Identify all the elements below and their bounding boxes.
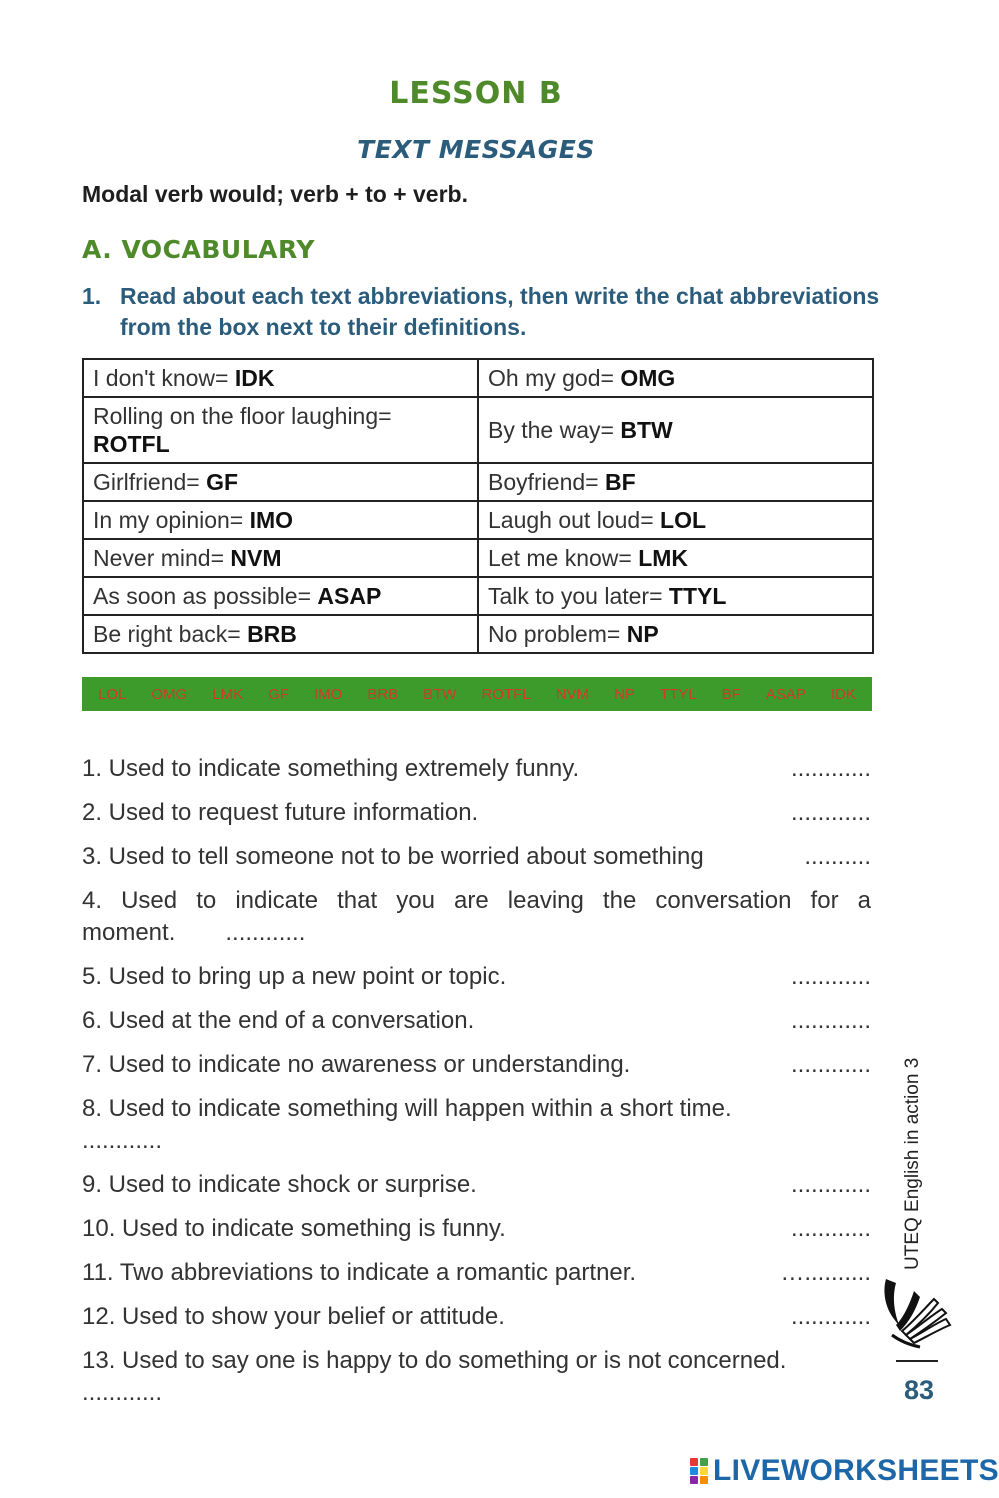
page-number-divider: [896, 1360, 938, 1362]
vocab-cell: [83, 539, 478, 577]
vocab-row: [83, 463, 873, 501]
answer-blank[interactable]: …..........: [780, 1259, 871, 1286]
liveworksheets-brand: LIVEWORKSHEETS: [713, 1454, 999, 1487]
vocab-cell: [478, 539, 873, 577]
vocab-row: [83, 501, 873, 539]
question-item: [82, 797, 871, 829]
answer-blank[interactable]: ............: [790, 755, 871, 782]
vocabulary-table: [82, 358, 874, 654]
question-item: [82, 1257, 871, 1289]
vocab-definition: Be right back=: [93, 621, 248, 647]
vocab-row: [83, 615, 873, 653]
question-text: 5. Used to bring up a new point or topic.: [82, 963, 507, 990]
vocab-cell: [83, 397, 478, 463]
liveworksheets-icon: [690, 1458, 710, 1484]
vocab-row: [83, 397, 873, 463]
question-text: 10. Used to indicate something is funny.: [82, 1215, 506, 1242]
lesson-title: LESSON B: [389, 76, 563, 111]
vocab-definition: As soon as possible=: [93, 583, 318, 609]
vocab-row: [83, 577, 873, 615]
vocab-row: [83, 359, 873, 397]
vocab-cell: [478, 359, 873, 397]
question-item: [82, 1005, 871, 1037]
vocab-cell: [478, 463, 873, 501]
vocab-abbreviation: IMO: [249, 507, 294, 533]
vocab-definition: No problem=: [488, 621, 627, 647]
question-item: [82, 1049, 871, 1081]
word-box: [82, 677, 872, 711]
question-item: [82, 1213, 871, 1245]
answer-blank[interactable]: ............: [790, 1215, 871, 1242]
vocab-abbreviation: NVM: [230, 545, 282, 571]
word-box-item: LOL: [98, 685, 127, 703]
vocab-row: [83, 539, 873, 577]
question-item: [82, 753, 871, 785]
word-box-item: ASAP: [765, 685, 806, 703]
vocab-cell: [83, 463, 478, 501]
question-text: 2. Used to request future information.: [82, 799, 479, 826]
answer-blank[interactable]: ............: [790, 799, 871, 826]
vocab-cell: [83, 359, 478, 397]
instruction-text: Read about each text abbreviations, then write the chat abbreviations from the box next to their definitions.: [120, 283, 880, 340]
vocab-cell: [83, 615, 478, 653]
vocab-cell: [478, 615, 873, 653]
word-box-item: LMK: [212, 685, 244, 703]
word-box-item: NVM: [555, 685, 590, 703]
lesson-subtitle: TEXT MESSAGES: [357, 135, 595, 164]
question-list: [82, 753, 871, 1421]
word-box-item: BTW: [423, 685, 457, 703]
instruction: [82, 281, 882, 343]
question-item: [82, 1169, 871, 1201]
vocab-cell: [83, 577, 478, 615]
question-item: [82, 1093, 871, 1157]
page-number: 83: [903, 1375, 935, 1405]
answer-blank[interactable]: ............: [790, 963, 871, 990]
answer-blank[interactable]: ............: [82, 1127, 163, 1154]
vocab-abbreviation: LMK: [638, 545, 689, 571]
vocab-abbreviation: NP: [626, 621, 659, 647]
vocab-definition: Laugh out loud=: [488, 507, 661, 533]
answer-blank[interactable]: ............: [790, 1051, 871, 1078]
vocab-abbreviation: IDK: [234, 365, 275, 391]
word-box-item: BF: [721, 685, 741, 703]
vocab-abbreviation: BRB: [247, 621, 297, 647]
vocab-definition: In my opinion=: [93, 507, 250, 533]
word-box-item: GF: [268, 685, 289, 703]
instruction-number: 1.: [82, 283, 102, 309]
question-item: [82, 961, 871, 993]
liveworksheets-logo: [690, 1454, 999, 1488]
question-text: 6. Used at the end of a conversation.: [82, 1007, 475, 1034]
vocab-cell: [83, 501, 478, 539]
vocab-abbreviation: ASAP: [317, 583, 382, 609]
vocab-definition: Boyfriend=: [488, 469, 605, 495]
answer-blank[interactable]: ..........: [804, 843, 871, 870]
question-text: 3. Used to tell someone not to be worried about something: [82, 843, 704, 870]
question-text: 7. Used to indicate no awareness or understanding.: [82, 1051, 631, 1078]
vocab-definition: Talk to you later=: [488, 583, 669, 609]
vocab-definition: Oh my god=: [488, 365, 621, 391]
vocab-definition: Girlfriend=: [93, 469, 207, 495]
question-text: 8. Used to indicate something will happen within a short time.: [82, 1095, 732, 1122]
word-box-item: OMG: [151, 685, 188, 703]
vocab-abbreviation: TTYL: [668, 583, 727, 609]
vocab-abbreviation: ROTFL: [93, 431, 170, 457]
vocab-cell: [478, 397, 873, 463]
answer-blank[interactable]: ............: [790, 1171, 871, 1198]
vocab-definition: Let me know=: [488, 545, 639, 571]
question-item: [82, 885, 871, 949]
vocab-abbreviation: GF: [206, 469, 239, 495]
grammar-focus: Modal verb would; verb + to + verb.: [82, 181, 468, 207]
answer-blank[interactable]: ............: [82, 1379, 163, 1406]
vocab-cell: [478, 577, 873, 615]
vocab-abbreviation: BF: [605, 469, 636, 495]
word-box-item: NP: [614, 685, 635, 703]
question-text: 1. Used to indicate something extremely funny.: [82, 755, 580, 782]
vocab-definition: I don't know=: [93, 365, 235, 391]
question-item: [82, 1345, 871, 1409]
question-text: 4. Used to indicate that you are leaving the conversation for a moment.: [82, 887, 871, 946]
answer-blank[interactable]: ............: [790, 1303, 871, 1330]
word-box-item: IDK: [830, 685, 856, 703]
question-text: 9. Used to indicate shock or surprise.: [82, 1171, 477, 1198]
word-box-item: IMO: [313, 685, 343, 703]
question-item: [82, 841, 871, 873]
vocab-definition: Never mind=: [93, 545, 231, 571]
vocab-abbreviation: OMG: [620, 365, 676, 391]
section-heading: A. VOCABULARY: [82, 235, 315, 264]
word-box-item: BRB: [367, 685, 399, 703]
vocab-definition: By the way=: [488, 417, 621, 443]
vocab-definition: Rolling on the floor laughing=: [93, 403, 392, 429]
answer-blank[interactable]: ............: [225, 919, 306, 946]
vocab-abbreviation: BTW: [620, 417, 673, 443]
book-title-side: UTEQ English in action 3: [902, 1057, 923, 1270]
question-text: 11. Two abbreviations to indicate a romantic partner.: [82, 1259, 637, 1286]
question-text: 13. Used to say one is happy to do something or is not concerned.: [82, 1347, 787, 1374]
word-box-item: TTYL: [659, 685, 697, 703]
question-item: [82, 1301, 871, 1333]
question-text: 12. Used to show your belief or attitude.: [82, 1303, 505, 1330]
word-box-item: ROTFL: [481, 685, 531, 703]
book-icon: [880, 1273, 955, 1351]
answer-blank[interactable]: ............: [790, 1007, 871, 1034]
vocab-cell: [478, 501, 873, 539]
vocab-abbreviation: LOL: [660, 507, 707, 533]
